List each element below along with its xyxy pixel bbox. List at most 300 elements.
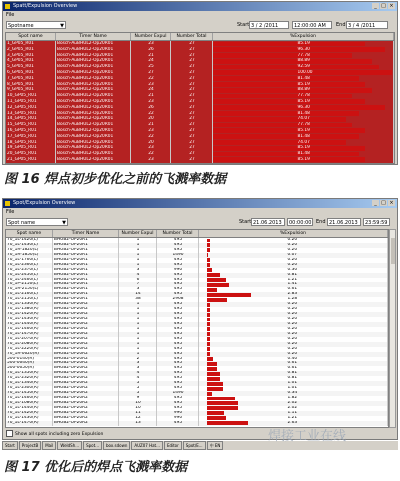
expul-count-cell: 27 — [131, 70, 171, 76]
expulsion-bar — [213, 59, 372, 64]
expulsion-pct-label: 0.20 — [287, 331, 298, 336]
expul-count-cell: 1 — [119, 263, 157, 268]
expulsion-pct-label: 0.20 — [287, 336, 298, 341]
expulsion-pct-label: 81.48 — [297, 133, 310, 139]
expul-count-cell: 1 — [119, 248, 157, 253]
expul-count-cell: 3 — [119, 268, 157, 273]
spot-name-cell: 6_GP05_R01 — [6, 70, 56, 76]
fig17-scrollbar[interactable] — [389, 229, 396, 428]
taskbar-item[interactable]: 中 EN — [207, 441, 224, 450]
expulsion-pct-label: 0.81 — [287, 371, 298, 376]
timer-name-cell: BHUB2-OP20R1 — [53, 292, 119, 297]
expul-count-cell: 23 — [131, 145, 171, 151]
column-header[interactable]: Number Total — [171, 33, 213, 40]
zero-expulsion-checkbox[interactable] — [6, 430, 13, 437]
expulsion-bar — [207, 303, 210, 307]
expulsion-bar — [207, 367, 217, 371]
column-header[interactable]: Number Total — [157, 230, 199, 237]
expulsion-bar — [207, 382, 223, 386]
total-count-cell: 495 — [157, 322, 199, 327]
spot-name-cell: 20_GP05_R01 — [6, 151, 56, 157]
expul-count-cell: 5 — [119, 391, 157, 396]
timer-name-cell: BHUB2-OP20R1 — [53, 273, 119, 278]
fig16-start-time[interactable]: 12:00:00 AM — [292, 21, 332, 29]
total-count-cell: 495 — [157, 287, 199, 292]
fig16-table-header — [6, 33, 394, 41]
expulsion-bar — [213, 65, 379, 70]
timer-name-cell: Bosch-AuBHUL2-Op20R01 — [56, 76, 131, 82]
expulsion-pct-label: 77.78 — [297, 122, 310, 128]
expulsion-bar — [207, 342, 210, 346]
total-count-cell: 495 — [157, 342, 199, 347]
expulsion-pct-label: 1.82 — [287, 396, 298, 400]
expulsion-bar — [207, 411, 224, 415]
timer-name-cell: Bosch-AuBHUL2-Op20R01 — [56, 134, 131, 140]
expulsion-pct-label: 0.40 — [287, 356, 298, 361]
timer-name-cell: Bosch-AuBHUL2-Op20R01 — [56, 70, 131, 76]
expul-count-cell: 20 — [131, 140, 171, 146]
spot-name-cell: 70_1L-2450(L) — [6, 273, 53, 278]
total-count-cell: 27 — [171, 116, 213, 122]
fig17-menu-file[interactable]: File — [6, 209, 15, 215]
expulsion-pct-label: 85.19 — [297, 127, 310, 133]
scrollbar-thumb[interactable] — [391, 238, 395, 264]
spot-name-cell: 70_1L-2300(R) — [6, 386, 53, 391]
expulsion-bar — [207, 298, 227, 302]
expul-count-cell: 1 — [119, 322, 157, 327]
total-count-cell: 495 — [157, 243, 199, 248]
expulsion-pct-label: 81.48 — [297, 110, 310, 116]
total-count-cell: 27 — [171, 122, 213, 128]
spot-name-cell: 10_GP05_R01 — [6, 93, 56, 99]
expulsion-bar — [213, 53, 352, 58]
expulsion-pct-label: 0.20 — [287, 351, 298, 356]
timer-name-cell: BHUB2-OP20R1 — [53, 278, 119, 283]
expulsion-bar — [207, 397, 235, 401]
expulsion-bar — [213, 134, 359, 139]
expulsion-bar — [207, 327, 210, 331]
spot-name-cell: 70_1L-1760(L) — [6, 258, 53, 263]
expul-count-cell: 4 — [119, 371, 157, 376]
expul-count-cell: 6 — [119, 278, 157, 283]
spot-name-cell: 70_1L-1420(L) — [6, 238, 53, 243]
expulsion-bar — [207, 283, 229, 287]
timer-name-cell: BHUB2-OP20R2 — [53, 366, 119, 371]
expul-count-cell: 1 — [119, 332, 157, 337]
expulsion-pct-label: 0.81 — [287, 376, 298, 381]
expulsion-pct-label: 2.02 — [287, 405, 298, 410]
expul-count-cell: 22 — [131, 134, 171, 140]
fig16-table — [5, 32, 395, 164]
fig17-start-label: Start — [239, 219, 252, 225]
fig17-table — [5, 229, 389, 428]
fig17-start-time[interactable]: 00:00:00 — [289, 220, 312, 226]
total-count-cell: 495 — [157, 302, 199, 307]
total-count-cell: 495 — [157, 401, 199, 406]
expul-count-cell: 26 — [131, 47, 171, 53]
maximize-button[interactable]: □ — [381, 3, 386, 9]
expulsion-bar-cell — [213, 157, 394, 163]
expulsion-pct-label: 85.19 — [297, 145, 310, 151]
minimize-button[interactable]: _ — [372, 3, 379, 9]
total-count-cell: 27 — [171, 157, 213, 163]
fig16-spotname-dropdown[interactable] — [6, 21, 66, 29]
timer-name-cell: Bosch-AuBHUL2-Op20R01 — [56, 111, 131, 117]
expulsion-pct-label: 0.20 — [287, 247, 298, 252]
expulsion-bar — [213, 117, 346, 122]
total-count-cell: 495 — [157, 406, 199, 411]
expulsion-pct-label: 0.30 — [287, 267, 298, 272]
expulsion-pct-label: 0.20 — [287, 302, 298, 307]
fig17-end-time[interactable]: 23:59:59 — [363, 218, 390, 226]
expul-count-cell: 24 — [131, 58, 171, 64]
total-count-cell: 27 — [171, 64, 213, 70]
close-button[interactable]: × — [389, 3, 394, 9]
total-count-cell: 495 — [157, 352, 199, 357]
timer-name-cell: Bosch-AuBHUL2-Op20R01 — [56, 41, 131, 47]
timer-name-cell: BHUB2-OP20R2 — [53, 406, 119, 411]
total-count-cell: 495 — [157, 357, 199, 362]
taskbar-item[interactable]: Mail — [42, 441, 56, 450]
expulsion-bar — [207, 278, 226, 282]
total-count-cell: 495 — [157, 273, 199, 278]
expulsion-pct-label: 1.21 — [287, 415, 298, 420]
expulsion-bar — [213, 128, 365, 133]
timer-name-cell: BHUB2-OP20R1 — [53, 248, 119, 253]
timer-name-cell: Bosch-AuBHUL2-Op20R01 — [56, 116, 131, 122]
expulsion-pct-label: 2.63 — [287, 420, 298, 425]
taskbar-item[interactable]: Editor — [164, 441, 182, 450]
timer-name-cell: BHUB2-OP20R2 — [53, 416, 119, 421]
fig17-spotname-dropdown[interactable] — [6, 218, 68, 226]
fig17-start-date[interactable]: 21.06.2013 — [251, 218, 285, 226]
expulsion-bar — [207, 239, 210, 243]
taskbar-item[interactable]: Spot/E... — [183, 441, 206, 450]
expulsion-pct-label: 88.89 — [297, 87, 310, 93]
expul-count-cell: 20 — [131, 116, 171, 122]
expulsion-bar — [213, 152, 359, 157]
expulsion-bar — [207, 421, 248, 425]
expulsion-pct-label: 0.20 — [287, 312, 298, 317]
total-count-cell: 27 — [171, 145, 213, 151]
chevron-down-icon: ▼ — [62, 220, 66, 226]
expul-count-cell: 1 — [119, 352, 157, 357]
spot-name-cell: 70_1L-1350(R) — [6, 371, 53, 376]
taskbar-item[interactable]: box.sdown — [103, 441, 130, 450]
chevron-down-icon: ▼ — [60, 23, 64, 29]
total-count-cell: 495 — [157, 332, 199, 337]
timer-name-cell: BHUB2-OP20R1 — [53, 287, 119, 292]
spot-name-cell: 5_GP05_R01 — [6, 64, 56, 70]
expul-count-cell: 1 — [119, 243, 157, 248]
expul-count-cell: 23 — [131, 128, 171, 134]
timer-name-cell: Bosch-AuBHUL2-Op20R01 — [56, 122, 131, 128]
total-count-cell: 495 — [157, 258, 199, 263]
spot-name-cell: 70_1L-2220(R) — [6, 347, 53, 352]
fig17-table-header — [6, 230, 388, 238]
spot-name-cell: 16_GP05_R01 — [6, 128, 56, 134]
expulsion-bar — [213, 42, 365, 47]
minimize-button[interactable]: _ — [372, 200, 379, 206]
expulsion-pct-label: 0.20 — [287, 321, 298, 326]
spot-name-cell: 70_1L-2070(R) — [6, 337, 53, 342]
timer-name-cell: BHUB2-OP20R2 — [53, 381, 119, 386]
total-count-cell: 27 — [171, 47, 213, 53]
expulsion-bar — [213, 76, 359, 81]
expulsion-bar — [207, 416, 226, 420]
expulsion-pct-label: 0.34 — [287, 391, 298, 396]
expulsion-bar — [207, 253, 208, 257]
fig17-zero-checkbox-row[interactable] — [6, 430, 103, 438]
timer-name-cell: BHUB2-OP20R2 — [53, 307, 119, 312]
expulsion-bar — [213, 111, 359, 116]
expulsion-bar — [207, 392, 212, 396]
expulsion-pct-label: 92.59 — [297, 64, 310, 70]
spot-name-cell: 70_1L-2320(R) — [6, 376, 53, 381]
expulsion-pct-label: 0.20 — [287, 257, 298, 262]
timer-name-cell: BHUB2-OP20R2 — [53, 337, 119, 342]
spot-name-cell: 70_1L-1440(R) — [6, 322, 53, 327]
fig16-end-label: End — [336, 22, 346, 28]
spot-name-cell: 70_1L-2150(L) — [6, 297, 53, 302]
expulsion-pct-label: 1.01 — [287, 386, 298, 391]
expul-count-cell: 25 — [131, 64, 171, 70]
total-count-cell: 495 — [157, 263, 199, 268]
timer-name-cell: BHUB2-OP20R1 — [53, 282, 119, 287]
fig16-menu-file[interactable]: File — [6, 12, 15, 18]
spot-name-cell: 70_1L-1080(R) — [6, 401, 53, 406]
spot-name-cell: 70_1L-1470(R) — [6, 421, 53, 426]
expulsion-pct-label: 0.81 — [287, 272, 298, 277]
expul-count-cell: 1 — [119, 312, 157, 317]
taskbar-item[interactable]: ProjectB — [19, 441, 41, 450]
timer-name-cell: Bosch-AuBHUL2-Op20R01 — [56, 82, 131, 88]
total-count-cell: 495 — [157, 238, 199, 243]
timer-name-cell: Bosch-AuBHUL2-Op20R01 — [56, 99, 131, 105]
spot-name-cell: 15_GP05_R01 — [6, 122, 56, 128]
total-count-cell: 27 — [171, 105, 213, 111]
timer-name-cell: BHUB2-OP20R2 — [53, 371, 119, 376]
taskbar-item[interactable]: WeldSh... — [57, 441, 82, 450]
total-count-cell: 495 — [157, 386, 199, 391]
watermark: 焊接工业在线 — [268, 429, 347, 444]
timer-name-cell: Bosch-AuBHUL2-Op20R01 — [56, 151, 131, 157]
expulsion-pct-label: 2.02 — [287, 400, 298, 405]
spot-name-cell: 70_1L-1340(R) — [6, 381, 53, 386]
timer-name-cell: Bosch-AuBHUL2-Op20R01 — [56, 58, 131, 64]
expulsion-bar — [207, 401, 238, 405]
spot-name-cell: 70_1R-1850(L) — [6, 253, 53, 258]
column-header[interactable]: Number Expul — [131, 33, 171, 40]
expul-count-cell: 21 — [131, 53, 171, 59]
expul-count-cell: 21 — [131, 93, 171, 99]
spot-name-cell: 70_1L-2460(L) — [6, 278, 53, 283]
expulsion-bar — [207, 362, 217, 366]
expulsion-bar — [207, 377, 220, 381]
expul-count-cell: 38 — [119, 297, 157, 302]
expul-count-cell: 5 — [119, 381, 157, 386]
total-count-cell: 495 — [157, 248, 199, 253]
expul-count-cell: 21 — [131, 122, 171, 128]
expul-count-cell: 1 — [119, 238, 157, 243]
fig17-toolbar — [3, 216, 397, 228]
expulsion-bar — [213, 123, 352, 128]
total-count-cell: 495 — [157, 307, 199, 312]
app-icon — [5, 4, 10, 9]
fig16-toolbar — [3, 19, 397, 31]
spot-name-cell: 19_GP05_R01 — [6, 145, 56, 151]
expulsion-pct-label: 85.19 — [297, 156, 310, 162]
expulsion-pct-label: 0.20 — [287, 242, 298, 247]
spot-name-cell: 3_GP05_R01 — [6, 53, 56, 59]
column-header[interactable]: Spot name — [6, 230, 53, 237]
expulsion-pct-label: 0.20 — [287, 341, 298, 346]
spot-name-cell: 7_GP05_R01 — [6, 76, 56, 82]
expul-count-cell: 24 — [131, 87, 171, 93]
expulsion-pct-label: 0.20 — [287, 346, 298, 351]
total-count-cell: 495 — [157, 366, 199, 371]
timer-name-cell: Bosch-AuBHUL2-Op20R01 — [56, 53, 131, 59]
expul-count-cell: 7 — [119, 282, 157, 287]
taskbar-item[interactable]: AUZ07 Hat... — [131, 441, 163, 450]
spot-name-cell: 70_1L-2360(L) — [6, 263, 53, 268]
expul-count-cell: 1 — [119, 337, 157, 342]
total-count-cell: 495 — [157, 337, 199, 342]
expul-count-cell: 3 — [119, 361, 157, 366]
expul-count-cell: 3 — [119, 287, 157, 292]
fig16-start-label: Start — [237, 22, 250, 28]
total-count-cell: 27 — [171, 58, 213, 64]
spot-name-cell: 70_1L-1430(L) — [6, 243, 53, 248]
expul-count-cell: 2 — [119, 357, 157, 362]
expul-count-cell: 4 — [119, 376, 157, 381]
timer-name-cell: BHUB2-OP20R2 — [53, 327, 119, 332]
total-count-cell: 495 — [157, 327, 199, 332]
column-header[interactable]: %Expulsion — [213, 33, 394, 40]
fig17-window-title: Spot/Expulsion Overview — [13, 200, 76, 206]
fig16-title-bar — [3, 2, 397, 11]
expulsion-pct-label: 81.48 — [297, 75, 310, 81]
expulsion-pct-label: 0.20 — [287, 317, 298, 321]
expulsion-bar — [213, 99, 365, 104]
expul-count-cell: 12 — [119, 416, 157, 421]
close-button[interactable]: × — [389, 200, 394, 206]
expulsion-pct-label: 88.89 — [297, 58, 310, 64]
expulsion-bar — [207, 357, 213, 361]
table-row[interactable] — [6, 157, 394, 163]
total-count-cell: 495 — [157, 396, 199, 401]
fig17-end-date[interactable]: 21.06.2013 — [327, 218, 361, 226]
column-header[interactable]: Number Expul — [119, 230, 157, 237]
timer-name-cell: BHUB2-OP20R2 — [53, 347, 119, 352]
expulsion-pct-label: 0.07 — [287, 252, 298, 257]
timer-name-cell: BHUB2-OP20R1 — [53, 263, 119, 268]
spot-name-cell: 70_1L-1440(R) — [6, 406, 53, 411]
fig17-window — [2, 198, 398, 440]
expulsion-pct-label: 0.61 — [287, 287, 298, 292]
expulsion-bar — [207, 372, 220, 376]
column-header[interactable]: Timer Name — [53, 230, 119, 237]
total-count-cell: 27 — [171, 111, 213, 117]
timer-name-cell: Bosch-AuBHUL2-Op20R01 — [56, 47, 131, 53]
fig16-start-date[interactable]: 3 / 2 /2011 — [249, 21, 289, 29]
spot-name-cell: 4_GP05_R01 — [6, 58, 56, 64]
expulsion-pct-label: 85.19 — [297, 81, 310, 87]
start-button[interactable]: Start — [2, 441, 18, 450]
expulsion-bar — [207, 387, 223, 391]
expulsion-bar — [207, 352, 210, 356]
expulsion-bar — [207, 313, 210, 317]
spot-name-cell: 11_GP05_R01 — [6, 99, 56, 105]
expulsion-bar — [207, 293, 251, 297]
expulsion-pct-label: 74.07 — [297, 116, 310, 122]
fig16-end-date[interactable]: 3 / 4 /2011 — [346, 21, 388, 29]
expulsion-pct-label: 1.41 — [287, 282, 298, 287]
timer-name-cell: Bosch-AuBHUL2-Op20R01 — [56, 157, 131, 163]
spot-name-cell: 70_1L-1460(R) — [6, 396, 53, 401]
expulsion-pct-label: 96.30 — [297, 104, 310, 110]
spot-name-cell: 1_GP05_R01 — [6, 41, 56, 47]
expul-count-cell: 23 — [131, 82, 171, 88]
total-count-cell: 495 — [157, 347, 199, 352]
expulsion-bar — [207, 263, 210, 267]
total-count-cell: 495 — [157, 381, 199, 386]
expulsion-pct-label: 77.78 — [297, 93, 310, 99]
spot-name-cell: 70_1L-1420(R) — [6, 411, 53, 416]
spot-name-cell: 70_1L-2080(R) — [6, 342, 53, 347]
spot-name-cell: 70_1L-1420(R) — [6, 312, 53, 317]
spot-name-cell: 70_1R-0620(R) — [6, 352, 53, 357]
spot-name-cell: 70_1L-1380(R) — [6, 307, 53, 312]
expulsion-pct-label: 1.28 — [287, 297, 298, 302]
expul-count-cell: 1 — [119, 258, 157, 263]
spot-name-cell: 70_1L-2160(L) — [6, 292, 53, 297]
timer-name-cell: BHUB2-OP20R2 — [53, 352, 119, 357]
timer-name-cell: BHUB2-OP20R2 — [53, 302, 119, 307]
total-count-cell: 990 — [157, 416, 199, 421]
fig17-dropdown-value: Spot name — [8, 220, 36, 226]
expulsion-pct-label: 0.61 — [287, 361, 298, 366]
expul-count-cell: 23 — [131, 99, 171, 105]
timer-name-cell: BHUB2-OP20R2 — [53, 361, 119, 366]
maximize-button[interactable]: □ — [381, 200, 386, 206]
timer-name-cell: BHUB2-OP20R2 — [53, 322, 119, 327]
column-header[interactable]: Timer Name — [56, 33, 131, 40]
spot-name-cell: 13_GP05_R01 — [6, 111, 56, 117]
expulsion-bar — [213, 140, 346, 145]
expulsion-pct-label: 77.78 — [297, 52, 310, 58]
expulsion-bar — [207, 347, 210, 351]
column-header[interactable]: Spot name — [6, 33, 56, 40]
total-count-cell: 495 — [157, 282, 199, 287]
total-count-cell: 495 — [157, 317, 199, 322]
expulsion-bar — [207, 322, 210, 326]
expulsion-bar — [207, 406, 238, 410]
total-count-cell: 495 — [157, 376, 199, 381]
timer-name-cell: BHUB2-OP20R2 — [53, 386, 119, 391]
taskbar-item[interactable]: Spot... — [83, 441, 102, 450]
timer-name-cell: BHUB2-OP20R1 — [53, 258, 119, 263]
expulsion-pct-label: 1.11 — [287, 410, 298, 415]
spot-name-cell: 9_GP05_R01 — [6, 87, 56, 93]
total-count-cell: 27 — [171, 70, 213, 76]
total-count-cell: 495 — [157, 361, 199, 366]
column-header[interactable]: %Expulsion — [199, 230, 388, 237]
expulsion-pct-label: 0.20 — [287, 307, 298, 312]
total-count-cell: 27 — [171, 140, 213, 146]
expulsion-pct-label: 85.19 — [297, 98, 310, 104]
timer-name-cell: Bosch-AuBHUL2-Op20R01 — [56, 87, 131, 93]
